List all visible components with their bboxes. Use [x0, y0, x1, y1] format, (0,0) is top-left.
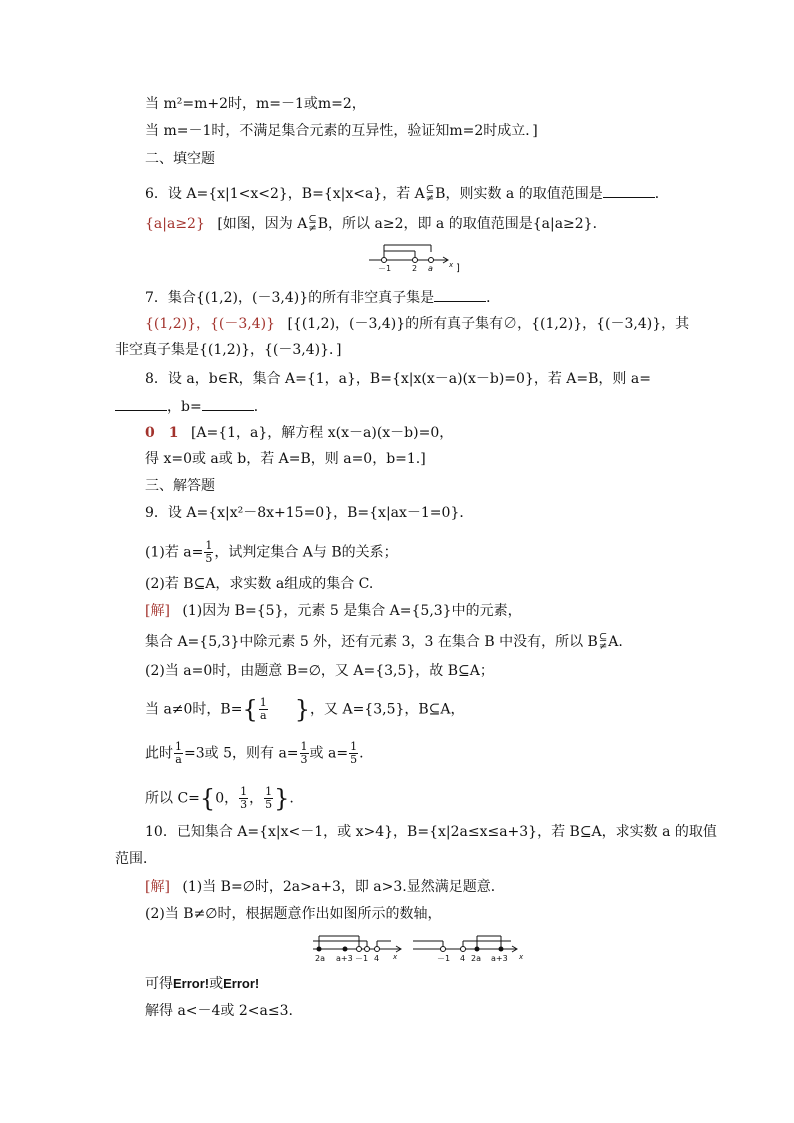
tick-label: 2	[412, 264, 418, 273]
fraction: $\frac{1}{a}$	[175, 740, 182, 766]
number-line-figure-1	[365, 240, 465, 274]
question-9-part1: (1)若 a= $\frac{1}{5}$ ，试判定集合 A与 B的关系；	[145, 539, 398, 565]
tick-label: a	[428, 264, 433, 273]
question-6: 6．设 A={x|1<x<2}，B={x|x<a}，若 A ⊆ ≠ B，则实数 a 的取值范围是 ．	[145, 184, 669, 204]
tick-label: 4	[374, 954, 380, 963]
question-9-part2: (2)若 B⊆A，求实数 a组成的集合 C.	[145, 576, 374, 592]
tick-label: a+3	[491, 954, 508, 963]
answer-blank	[115, 396, 167, 411]
fraction: $\frac{1}{a}$	[259, 696, 267, 722]
solution-line: 当 a≠0时，B={ $\frac{1}{a}$ }，又 A={3,5}，B⊆A，	[145, 695, 465, 724]
answer: {a|a≥2}	[145, 216, 205, 232]
fraction: $\frac{1}{5}$	[205, 539, 213, 565]
error-text: Error!	[223, 976, 260, 991]
solution-tag: [解]	[145, 879, 170, 895]
text-line: 当 m²=m+2时，m=－1或m=2，	[145, 96, 366, 112]
question-8: 8．设 a，b∈R，集合 A={1，a}，B={x|x(x－a)(x－b)=0}，若 A=B，则 a=	[145, 371, 651, 387]
solution-line: 集合 A={5,3}中除元素 5 外，还有元素 3，3 在集合 B 中没有，所以 B ⊆ ≠ A.	[145, 632, 623, 652]
error-text: Error!	[173, 976, 210, 991]
tick-label: 2a	[315, 954, 325, 963]
solution-line: 此时 $\frac{1}{a}$ =3或 5，则有 a= $\frac{1}{3}$ 或 a= $\frac{1}{5}$ .	[145, 740, 364, 766]
question-9: 9．设 A={x|x²－8x+15=0}，B={x|ax－1=0}．	[145, 505, 474, 521]
answer: 0 1	[145, 425, 179, 441]
axis-label: x	[449, 261, 454, 269]
tick-label: －1	[437, 954, 451, 963]
text-line: 得 x=0或 a或 b，若 A=B，则 a=0，b=1.]	[145, 451, 426, 467]
fraction: $\frac{1}{3}$	[240, 785, 248, 811]
answer-7: {(1,2)}，{(－3,4)} [{(1,2)，(－3,4)}的所有真子集有∅，{(1,2)}，{(－3,4)}，其	[145, 316, 690, 332]
tick-label: －1	[378, 264, 392, 273]
solution-line: 可得Error!或Error!	[145, 976, 260, 992]
question-8-cont: ，b= ．	[115, 396, 268, 417]
tick-label: a+3	[336, 954, 353, 963]
solution-line: 所以 C={0， $\frac{1}{3}$ ， $\frac{1}{5}$ }.	[145, 784, 294, 813]
answer-blank	[434, 287, 486, 302]
tick-label: －1	[355, 954, 369, 963]
answer-blank	[603, 183, 655, 198]
answer-blank	[202, 396, 254, 411]
q6-text: B，则实数 a 的取值范围是	[435, 186, 603, 202]
proper-subset-symbol: ⊆ ≠	[308, 214, 317, 234]
solution-line: (2)当 a=0时，由题意 B=∅，又 A={3,5}，故 B⊆A；	[145, 663, 494, 679]
number-line-figure-2	[305, 930, 535, 964]
text-line: 非空真子集是{(1,2)}，{(－3,4)}．]	[115, 342, 342, 358]
solution-tag: [解]	[145, 603, 170, 619]
fraction: $\frac{1}{3}$	[300, 740, 308, 766]
solution-line: (2)当 B≠∅时，根据题意作出如图所示的数轴，	[145, 906, 442, 922]
solution-line: 解得 a<－4或 2<a≤3.	[145, 1003, 293, 1019]
section-heading: 三、解答题	[145, 478, 215, 494]
bracket: ]	[456, 263, 460, 274]
answer-8: 0 1 [A={1，a}，解方程 x(x－a)(x－b)=0，	[145, 425, 454, 441]
tick-label: 2a	[471, 954, 481, 963]
solution-line: [解] (1)当 B=∅时，2a>a+3，即 a>3.显然满足题意．	[145, 879, 505, 895]
solution-line: [解] (1)因为 B={5}，元素 5 是集合 A={5,3}中的元素，	[145, 603, 522, 619]
answer: {(1,2)}，{(－3,4)}	[145, 316, 276, 332]
text-line: 当 m=－1时，不满足集合元素的互异性，验证知m=2时成立．]	[145, 123, 538, 139]
section-heading: 二、填空题	[145, 151, 215, 167]
question-10: 10．已知集合 A={x|x<－1，或 x>4}，B={x|2a≤x≤a+3}，若 B⊆A，求实数 a 的取值	[145, 824, 717, 840]
axis-label: x	[393, 953, 398, 961]
answer-6: {a|a≥2} [如图，因为 A ⊆ ≠ B，所以 a≥2，即 a 的取值范围是{a|a≥2}．	[145, 214, 607, 234]
proper-subset-symbol: ⊆ ≠	[425, 184, 435, 204]
axis-label: x	[519, 953, 524, 961]
tick-label: 4	[460, 954, 466, 963]
proper-subset-symbol: ⊆ ≠	[598, 632, 608, 652]
q6-text: 6．设 A={x|1<x<2}，B={x|x<a}，若 A	[145, 186, 425, 202]
fraction: $\frac{1}{5}$	[350, 740, 358, 766]
question-7: 7．集合{(1,2)，(－3,4)}的所有非空真子集是 ．	[145, 287, 500, 308]
question-10-cont: 范围．	[115, 851, 157, 867]
fraction: $\frac{1}{5}$	[265, 785, 273, 811]
